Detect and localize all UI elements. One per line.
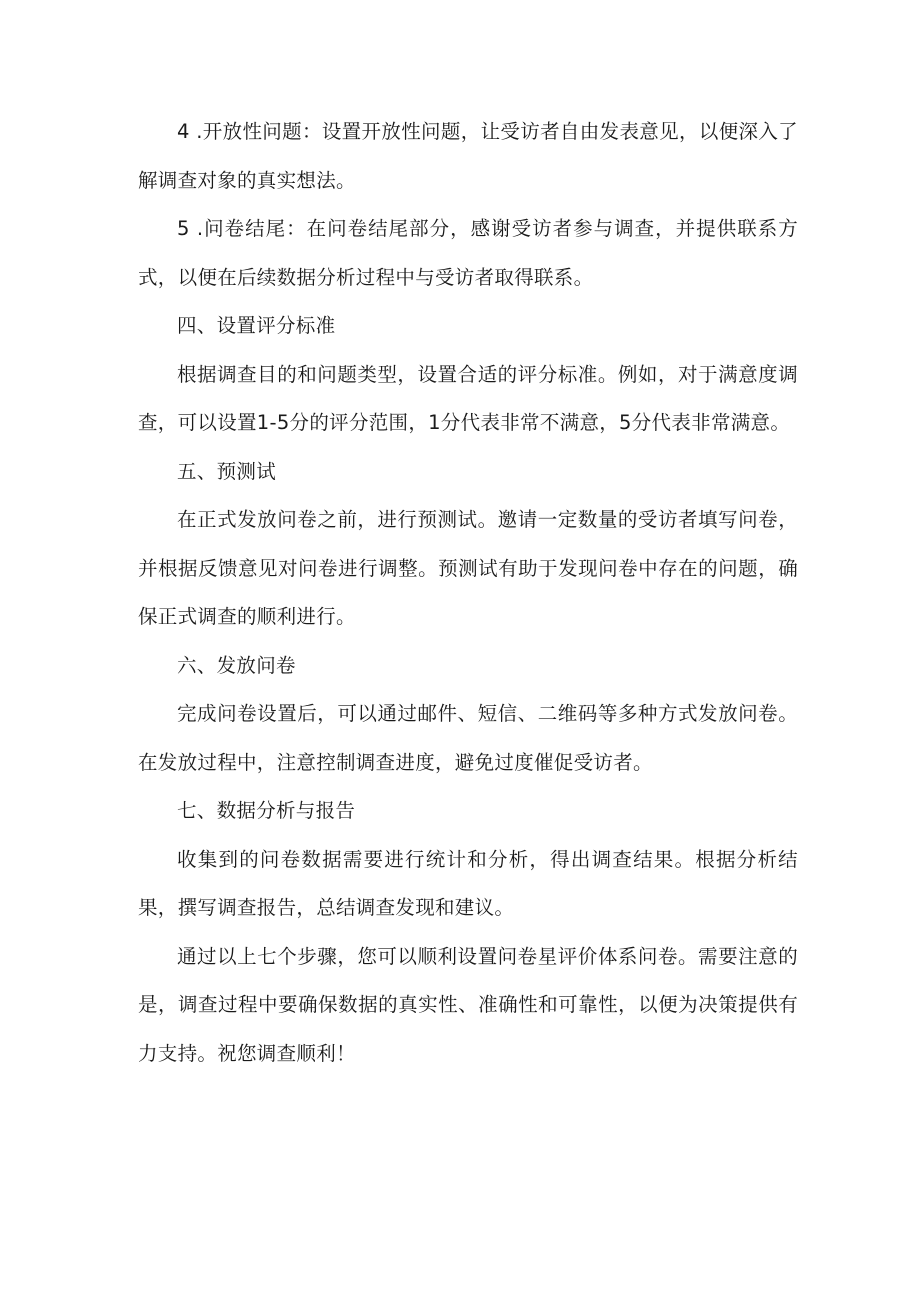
paragraph-pretest: 在正式发放问卷之前，进行预测试。邀请一定数量的受访者填写问卷，并根据反馈意见对问卷进行调整。预测试有助于发现问卷中存在的问题，确保正式调查的顺利进行。 [138, 508, 798, 628]
paragraph-distribution: 完成问卷设置后，可以通过邮件、短信、二维码等多种方式发放问卷。在发放过程中，注意控制调查进度，避免过度催促受访者。 [138, 702, 798, 774]
section-heading-scoring: 四、设置评分标准 [177, 314, 336, 337]
paragraph-analysis: 收集到的问卷数据需要进行统计和分析，得出调查结果。根据分析结果，撰写调查报告，总结调查发现和建议。 [138, 847, 798, 919]
section-heading-analysis: 七、数据分析与报告 [177, 799, 356, 822]
paragraph-conclusion: 通过以上七个步骤，您可以顺利设置问卷星评价体系问卷。需要注意的是，调查过程中要确保数据的真实性、准确性和可靠性，以便为决策提供有力支持。祝您调查顺利！ [138, 944, 798, 1065]
section-heading-distribution: 六、发放问卷 [177, 653, 296, 677]
paragraph-questionnaire-ending: 5 .问卷结尾：在问卷结尾部分，感谢受访者参与调查，并提供联系方式，以便在后续数据分析过程中与受访者取得联系。 [138, 217, 798, 289]
paragraph-open-questions: 4 .开放性问题：设置开放性问题，让受访者自由发表意见，以便深入了解调查对象的真实想法。 [138, 120, 798, 192]
document-body [138, 108, 798, 1078]
paragraph-scoring: 根据调查目的和问题类型，设置合适的评分标准。例如，对于满意度调查，可以设置1-5分的评分范围，1分代表非常不满意，5分代表非常满意。 [138, 362, 798, 434]
section-heading-pretest: 五、预测试 [177, 459, 277, 483]
